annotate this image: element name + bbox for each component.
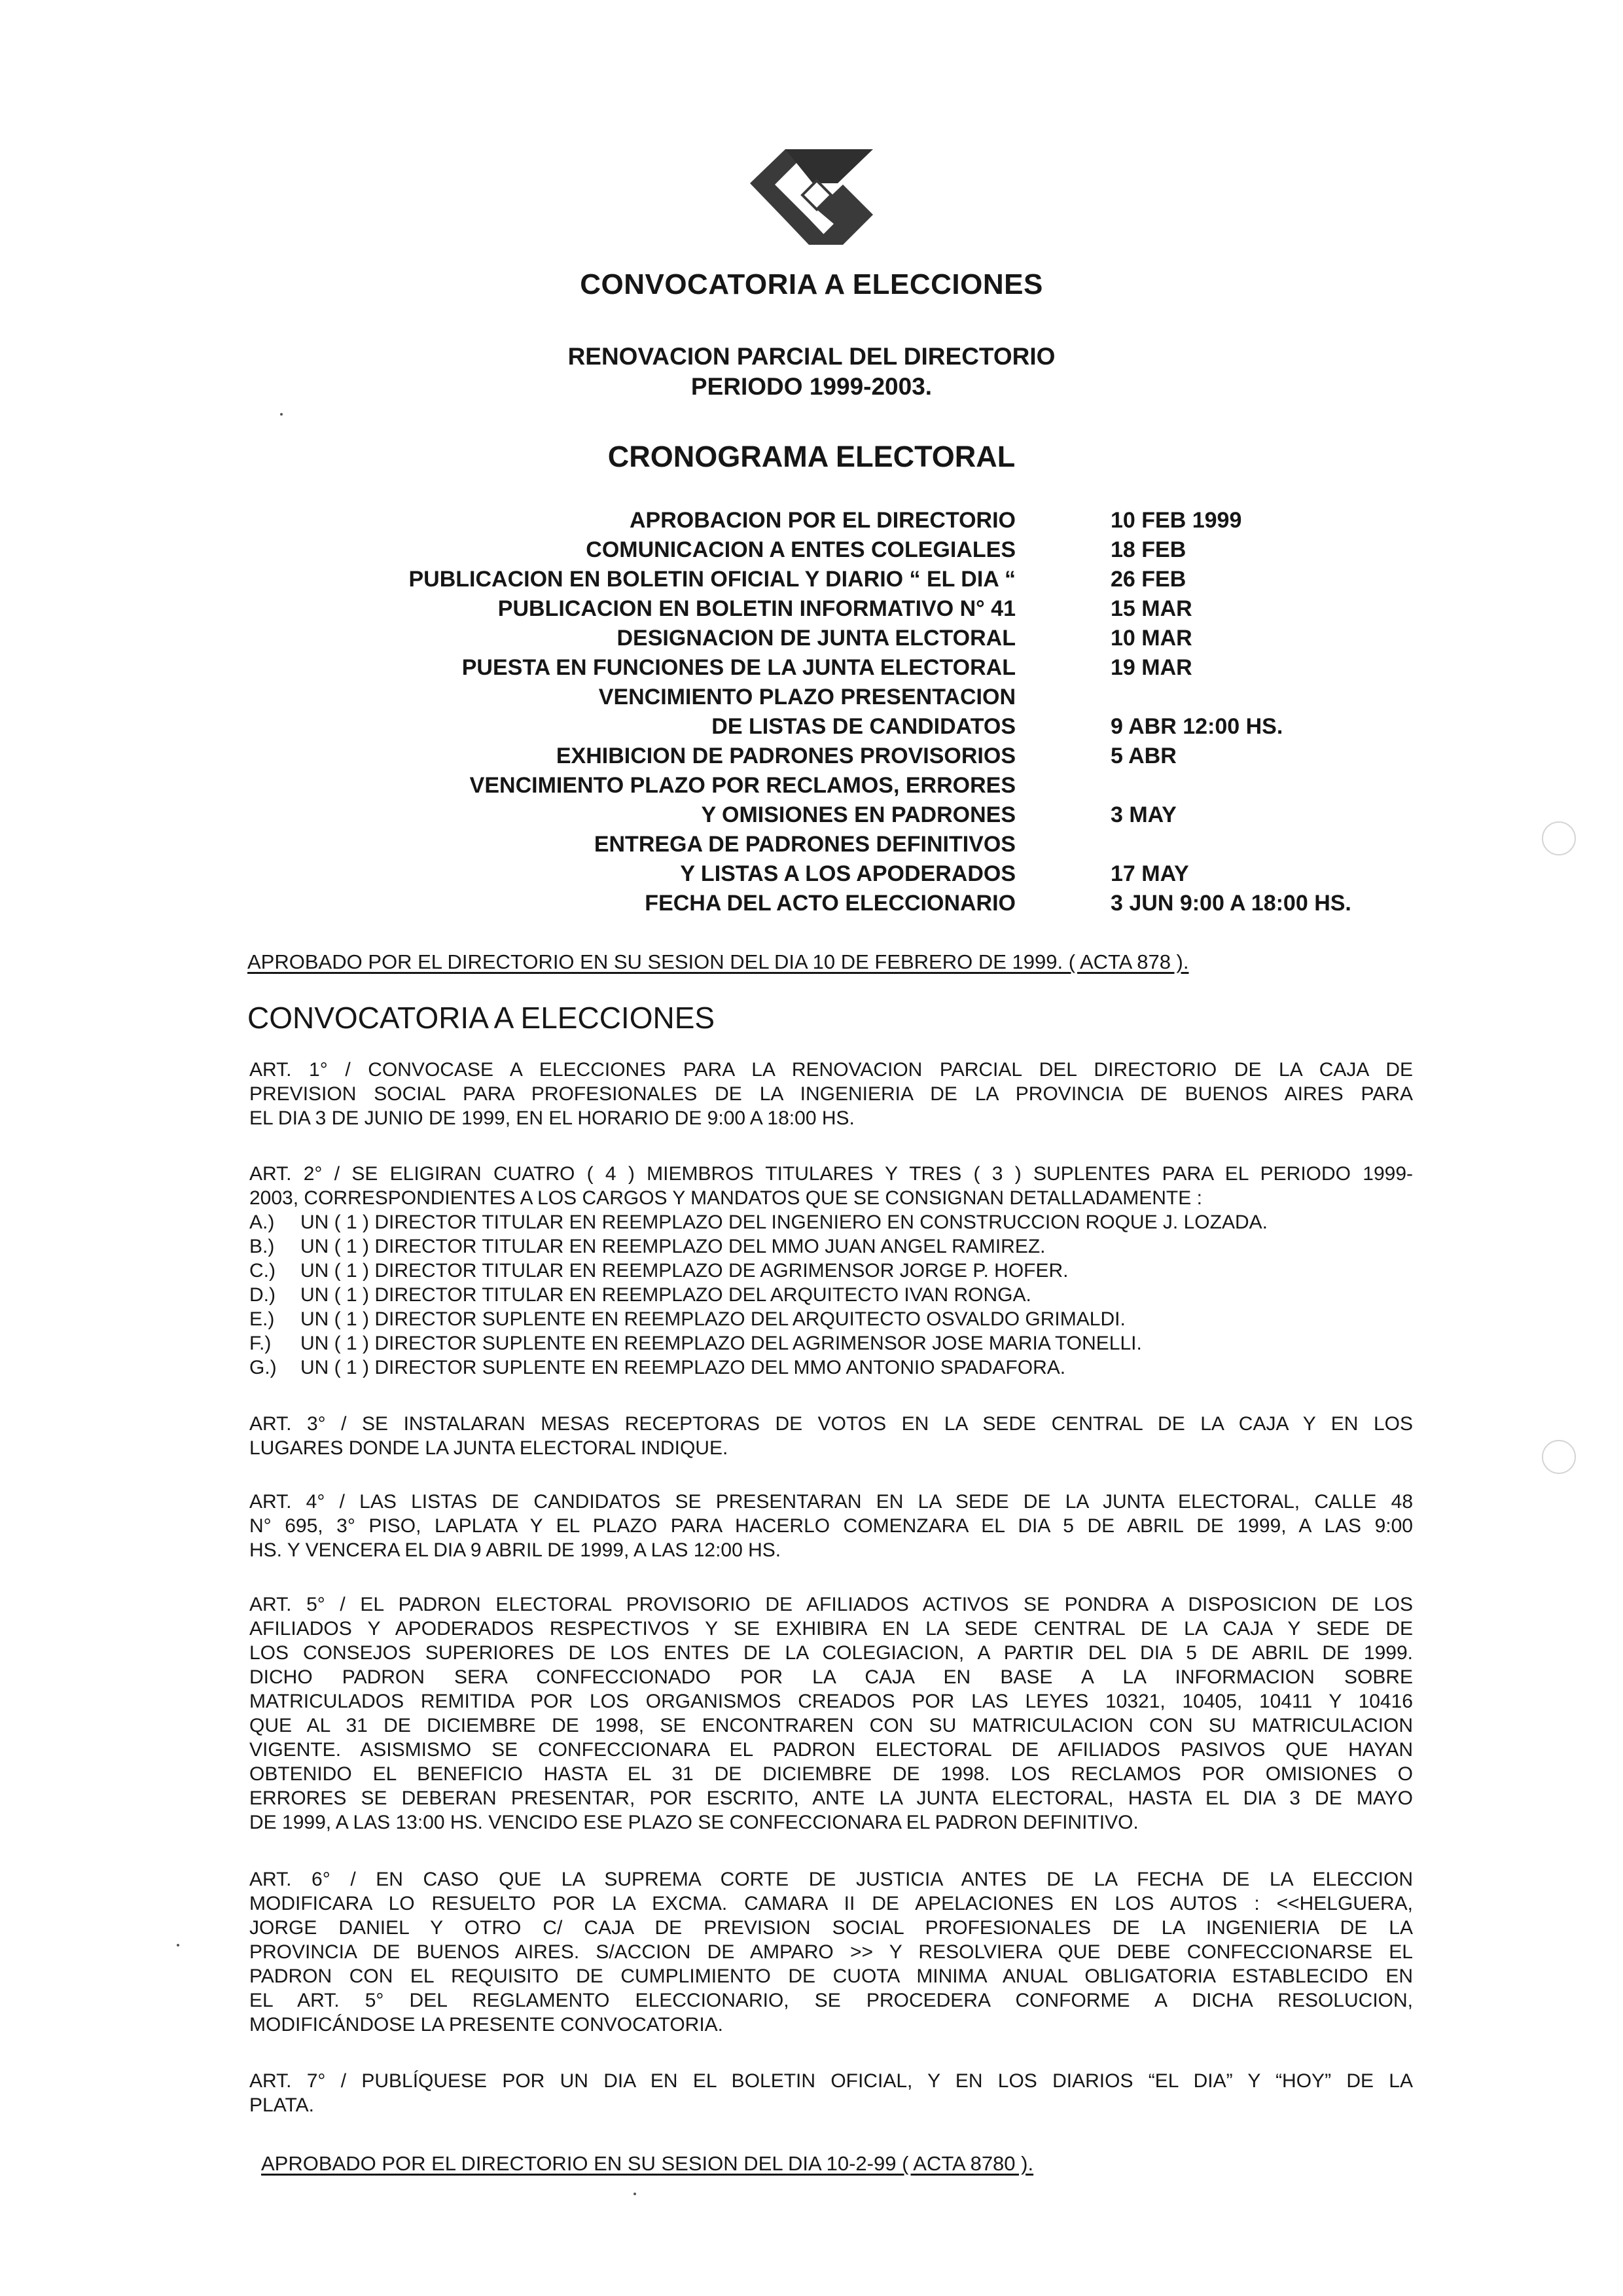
schedule-date: 10 FEB 1999 xyxy=(1111,508,1242,533)
item-text: UN ( 1 ) DIRECTOR SUPLENTE EN REEMPLAZO DEL AGRIMENSOR JOSE MARIA TONELLI. xyxy=(300,1333,1142,1354)
speck xyxy=(177,1944,179,1946)
list-item xyxy=(249,1283,1268,1307)
article-line: LUGARES DONDE LA JUNTA ELECTORAL INDIQUE. xyxy=(249,1437,728,1459)
schedule-label: EXHIBICION DE PADRONES PROVISORIOS xyxy=(556,744,1016,768)
article-line: ART. 4° / LAS LISTAS DE CANDIDATOS SE PRESENTARAN EN LA SEDE DE LA JUNTA ELECTORAL, CALLE 48 xyxy=(249,1491,1413,1513)
schedule-date: 10 MAR xyxy=(1111,626,1192,651)
article-line: 2003, CORRESPONDIENTES A LOS CARGOS Y MANDATOS QUE SE CONSIGNAN DETALLADAMENTE : xyxy=(249,1187,1202,1209)
item-key: D.) xyxy=(249,1284,276,1306)
article-line: ART. 7° / PUBLÍQUESE POR UN DIA EN EL BOLETIN OFICIAL, Y EN LOS DIARIOS “EL DIA” Y “HOY” DE LA xyxy=(249,2070,1413,2092)
article-line: LOS CONSEJOS SUPERIORES DE LOS ENTES DE LA COLEGIACION, A PARTIR DEL DIA 5 DE ABRIL DE 1999. xyxy=(249,1642,1413,1664)
article-2 xyxy=(249,1162,1413,1210)
schedule-date: 5 ABR xyxy=(1111,744,1177,768)
schedule-row xyxy=(0,506,1623,535)
article-line: HS. Y VENCERA EL DIA 9 ABRIL DE 1999, A LAS 12:00 HS. xyxy=(249,1539,781,1561)
schedule-row xyxy=(0,771,1623,800)
schedule-row xyxy=(0,653,1623,683)
article-line: ART. 6° / EN CASO QUE LA SUPREMA CORTE DE JUSTICIA ANTES DE LA FECHA DE LA ELECCION xyxy=(249,1869,1413,1890)
item-key: C.) xyxy=(249,1260,276,1282)
schedule-label: PUBLICACION EN BOLETIN INFORMATIVO N° 41 xyxy=(497,596,1016,621)
article-line: PADRON CON EL REQUISITO DE CUMPLIMIENTO DE CUOTA MINIMA ANUAL OBLIGATORIA ESTABLECIDO EN xyxy=(249,1965,1413,1987)
schedule-label: DESIGNACION DE JUNTA ELCTORAL xyxy=(616,626,1016,651)
schedule-row xyxy=(0,712,1623,742)
schedule-row xyxy=(0,742,1623,771)
article-7 xyxy=(249,2069,1413,2117)
article-2-list xyxy=(249,1210,1268,1380)
schedule-label: PUESTA EN FUNCIONES DE LA JUNTA ELECTORAL xyxy=(461,655,1016,680)
article-line: MODIFICÁNDOSE LA PRESENTE CONVOCATORIA. xyxy=(249,2014,724,2036)
schedule-date: 26 FEB xyxy=(1111,567,1186,592)
schedule-label: VENCIMIENTO PLAZO PRESENTACION xyxy=(598,685,1016,709)
article-line: PROVINCIA DE BUENOS AIRES. S/ACCION DE AMPARO >> Y RESOLVIERA QUE DEBE CONFECCIONARSE EL xyxy=(249,1941,1413,1963)
punch-hole xyxy=(1542,1440,1576,1474)
list-item xyxy=(249,1234,1268,1259)
item-text: UN ( 1 ) DIRECTOR SUPLENTE EN REEMPLAZO DEL MMO ANTONIO SPADAFORA. xyxy=(300,1357,1066,1378)
article-3 xyxy=(249,1412,1413,1460)
article-line: PLATA. xyxy=(249,2094,314,2116)
schedule-row xyxy=(0,830,1623,859)
speck xyxy=(280,413,283,416)
article-line: ERRORES SE DEBERAN PRESENTAR, POR ESCRITO, ANTE LA JUNTA ELECTORAL, HASTA EL DIA 3 DE MAYO xyxy=(249,1787,1413,1809)
article-line: AFILIADOS Y APODERADOS RESPECTIVOS Y SE EXHIBIRA EN LA SEDE CENTRAL DE LA CAJA Y SEDE DE xyxy=(249,1618,1413,1640)
item-key: F.) xyxy=(249,1333,272,1354)
schedule-date: 9 ABR 12:00 HS. xyxy=(1111,714,1283,739)
article-line: ART. 3° / SE INSTALARAN MESAS RECEPTORAS DE VOTOS EN LA SEDE CENTRAL DE LA CAJA Y EN LOS xyxy=(249,1413,1413,1435)
article-line: PREVISION SOCIAL PARA PROFESIONALES DE LA INGENIERIA DE LA PROVINCIA DE BUENOS AIRES PARA xyxy=(249,1083,1413,1105)
schedule-date: 3 MAY xyxy=(1111,802,1177,827)
item-key: E.) xyxy=(249,1308,275,1330)
schedule-label: FECHA DEL ACTO ELECCIONARIO xyxy=(645,891,1016,916)
article-line: ART. 5° / EL PADRON ELECTORAL PROVISORIO DE AFILIADOS ACTIVOS SE PONDRA A DISPOSICION DE LOS xyxy=(249,1594,1413,1615)
subtitle-line-2: PERIODO 1999-2003. xyxy=(690,373,933,400)
article-line: DE 1999, A LAS 13:00 HS. VENCIDO ESE PLAZO SE CONFECCIONARA EL PADRON DEFINITIVO. xyxy=(249,1812,1139,1833)
document-title: CONVOCATORIA A ELECCIONES xyxy=(580,268,1043,300)
item-text: UN ( 1 ) DIRECTOR SUPLENTE EN REEMPLAZO DEL ARQUITECTO OSVALDO GRIMALDI. xyxy=(300,1308,1126,1330)
item-text: UN ( 1 ) DIRECTOR TITULAR EN REEMPLAZO DEL MMO JUAN ANGEL RAMIREZ. xyxy=(300,1236,1046,1257)
schedule-approval-note: APROBADO POR EL DIRECTORIO EN SU SESION DEL DIA 10 DE FEBRERO DE 1999. ( ACTA 878 ). xyxy=(247,950,1189,973)
subtitle-line-1: RENOVACION PARCIAL DEL DIRECTORIO xyxy=(567,343,1056,370)
schedule-label: APROBACION POR EL DIRECTORIO xyxy=(629,508,1016,533)
list-item xyxy=(249,1210,1268,1234)
article-line: EL ART. 5° DEL REGLAMENTO ELECCIONARIO, SE PROCEDERA CONFORME A DICHA RESOLUCION, xyxy=(249,1990,1413,2011)
schedule-label: DE LISTAS DE CANDIDATOS xyxy=(711,714,1016,739)
item-key: A.) xyxy=(249,1211,275,1233)
article-6 xyxy=(249,1867,1413,2037)
item-text: UN ( 1 ) DIRECTOR TITULAR EN REEMPLAZO DEL ARQUITECTO IVAN RONGA. xyxy=(300,1284,1031,1306)
list-item xyxy=(249,1259,1268,1283)
schedule-date: 18 FEB xyxy=(1111,537,1186,562)
article-5 xyxy=(249,1592,1413,1835)
schedule-row xyxy=(0,683,1623,712)
schedule-label: VENCIMIENTO PLAZO POR RECLAMOS, ERRORES xyxy=(469,773,1016,798)
article-line: VIGENTE. ASISMISMO SE CONFECCIONARA EL PADRON ELECTORAL DE AFILIADOS PASIVOS QUE HAYAN xyxy=(249,1739,1413,1761)
schedule-date: 17 MAY xyxy=(1111,861,1189,886)
schedule-label: PUBLICACION EN BOLETIN OFICIAL Y DIARIO “ EL DIA “ xyxy=(408,567,1016,592)
schedule-label: COMUNICACION A ENTES COLEGIALES xyxy=(586,537,1016,562)
article-line: ART. 2° / SE ELIGIRAN CUATRO ( 4 ) MIEMBROS TITULARES Y TRES ( 3 ) SUPLENTES PARA EL PERIODO 1999- xyxy=(249,1163,1413,1185)
item-text: UN ( 1 ) DIRECTOR TITULAR EN REEMPLAZO DEL INGENIERO EN CONSTRUCCION ROQUE J. LOZADA. xyxy=(300,1211,1268,1233)
item-key: B.) xyxy=(249,1236,275,1257)
institution-logo-icon xyxy=(745,149,890,247)
article-line: DICHO PADRON SERA CONFECCIONADO POR LA CAJA EN BASE A LA INFORMACION SOBRE xyxy=(249,1666,1413,1688)
schedule-row xyxy=(0,859,1623,889)
schedule-label: Y LISTAS A LOS APODERADOS xyxy=(680,861,1016,886)
article-line: QUE AL 31 DE DICIEMBRE DE 1998, SE ENCONTRAREN CON SU MATRICULACION CON SU MATRICULACION xyxy=(249,1715,1413,1736)
schedule-row xyxy=(0,889,1623,918)
punch-hole xyxy=(1542,821,1576,855)
list-item xyxy=(249,1331,1268,1355)
item-key: G.) xyxy=(249,1357,277,1378)
schedule-title: CRONOGRAMA ELECTORAL xyxy=(607,440,1016,473)
list-item xyxy=(249,1307,1268,1331)
article-line: ART. 1° / CONVOCASE A ELECCIONES PARA LA RENOVACION PARCIAL DEL DIRECTORIO DE LA CAJA DE xyxy=(249,1059,1413,1081)
article-4 xyxy=(249,1490,1413,1562)
article-line: MATRICULADOS REMITIDA POR LOS ORGANISMOS CREADOS POR LAS LEYES 10321, 10405, 10411 Y 10416 xyxy=(249,1691,1413,1712)
schedule-row xyxy=(0,594,1623,624)
schedule-date: 3 JUN 9:00 A 18:00 HS. xyxy=(1111,891,1351,916)
article-line: MODIFICARA LO RESUELTO POR LA EXCMA. CAMARA II DE APELACIONES EN LOS AUTOS : <<HELGUERA, xyxy=(249,1893,1413,1914)
schedule-label: ENTREGA DE PADRONES DEFINITIVOS xyxy=(594,832,1016,857)
article-line: N° 695, 3° PISO, LAPLATA Y EL PLAZO PARA HACERLO COMENZARA EL DIA 5 DE ABRIL DE 1999, A LAS 9:00 xyxy=(249,1515,1413,1537)
article-line: EL DIA 3 DE JUNIO DE 1999, EN EL HORARIO DE 9:00 A 18:00 HS. xyxy=(249,1107,855,1129)
schedule-row xyxy=(0,800,1623,830)
item-text: UN ( 1 ) DIRECTOR TITULAR EN REEMPLAZO DE AGRIMENSOR JORGE P. HOFER. xyxy=(300,1260,1069,1282)
schedule-row xyxy=(0,535,1623,565)
final-approval-note: APROBADO POR EL DIRECTORIO EN SU SESION DEL DIA 10-2-99 ( ACTA 8780 ). xyxy=(261,2152,1034,2175)
article-line: JORGE DANIEL Y OTRO C/ CAJA DE PREVISION SOCIAL PROFESIONALES DE LA INGENIERIA DE LA xyxy=(249,1917,1413,1939)
schedule-date: 19 MAR xyxy=(1111,655,1192,680)
list-item xyxy=(249,1355,1268,1380)
schedule-label: Y OMISIONES EN PADRONES xyxy=(701,802,1016,827)
article-line: OBTENIDO EL BENEFICIO HASTA EL 31 DE DICIEMBRE DE 1998. LOS RECLAMOS POR OMISIONES O xyxy=(249,1763,1413,1785)
schedule-row xyxy=(0,624,1623,653)
schedule-date: 15 MAR xyxy=(1111,596,1192,621)
article-1 xyxy=(249,1058,1413,1130)
convocatoria-heading: CONVOCATORIA A ELECCIONES xyxy=(247,1001,715,1035)
speck xyxy=(633,2193,636,2195)
schedule-row xyxy=(0,565,1623,594)
